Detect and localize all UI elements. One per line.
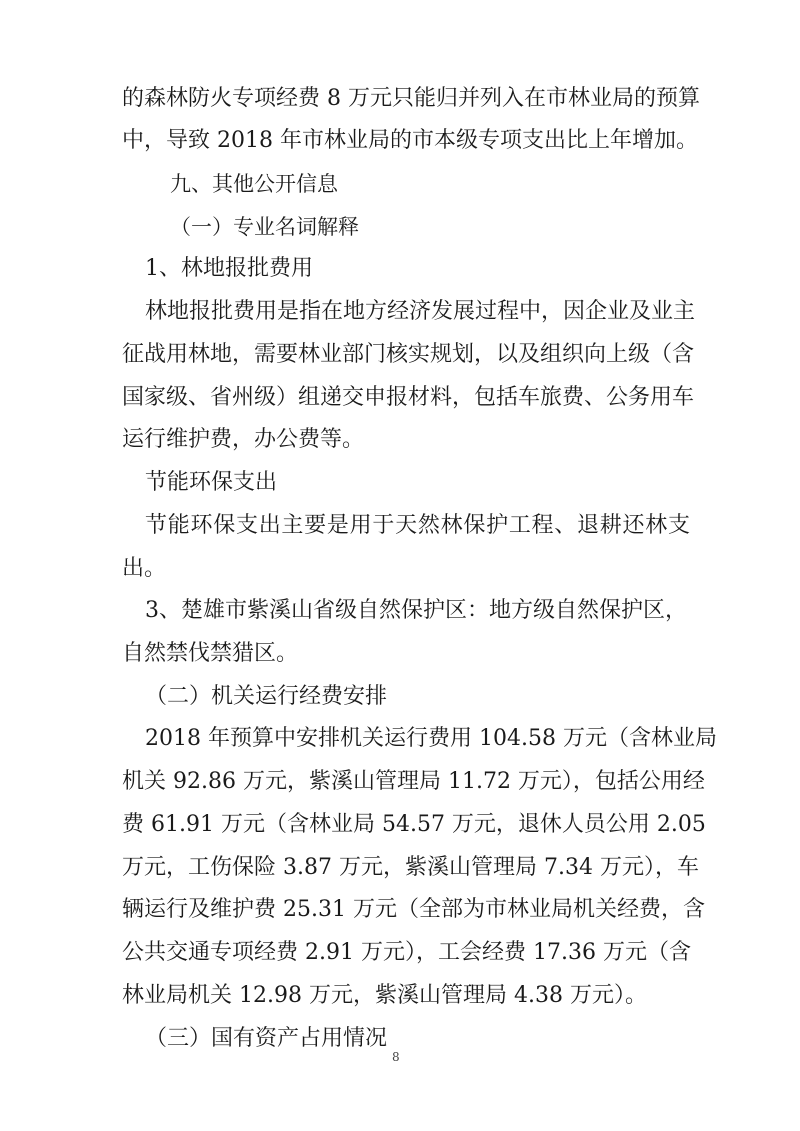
body-text-line: 机关 92.86 万元，紫溪山管理局 11.72 万元），包括公用经 bbox=[122, 769, 705, 794]
section-heading: 九、其他公开信息 bbox=[170, 172, 338, 196]
body-text-line: 林业局机关 12.98 万元，紫溪山管理局 4.38 万元）。 bbox=[122, 983, 647, 1008]
body-text-line: 运行维护费，办公费等。 bbox=[122, 427, 365, 452]
body-text-line: 辆运行及维护费 25.31 万元（全部为市林业局机关经费，含 bbox=[122, 897, 705, 922]
body-text-line: 费 61.91 万元（含林业局 54.57 万元，退休人员公用 2.05 bbox=[122, 812, 706, 837]
subsection-heading: （二）机关运行经费安排 bbox=[145, 684, 388, 709]
body-text-line: 2018 年预算中安排机关运行费用 104.58 万元（含林业局 bbox=[145, 726, 717, 751]
body-text-line: 出。 bbox=[122, 556, 167, 581]
body-text-line: 公共交通专项经费 2.91 万元），工会经费 17.36 万元（含 bbox=[122, 940, 691, 965]
term-heading: 节能环保支出 bbox=[145, 470, 278, 495]
body-text-line: 节能环保支出主要是用于天然林保护工程、退耕还林支 bbox=[145, 513, 690, 538]
term-heading: 1、林地报批费用 bbox=[145, 256, 313, 281]
subsection-heading: （一）专业名词解释 bbox=[170, 215, 359, 239]
body-text-line: 林地报批费用是指在地方经济发展过程中，因企业及业主 bbox=[145, 299, 696, 324]
body-text-line: 的森林防火专项经费 8 万元只能归并列入在市林业局的预算 bbox=[122, 86, 700, 111]
body-text-line: 万元，工伤保险 3.87 万元，紫溪山管理局 7.34 万元），车 bbox=[122, 855, 699, 880]
body-text-line: 征战用林地，需要林业部门核实规划，以及组织向上级（含 bbox=[122, 342, 695, 367]
subsection-heading: （三）国有资产占用情况 bbox=[145, 1026, 388, 1051]
body-text-line: 自然禁伐禁猎区。 bbox=[122, 641, 299, 666]
page-number: 8 bbox=[392, 1050, 400, 1064]
body-text-line: 国家级、省州级）组递交申报材料，包括车旅费、公务用车 bbox=[122, 385, 695, 410]
body-text-line: 中，导致 2018 年市林业局的市本级专项支出比上年增加。 bbox=[122, 128, 698, 153]
term-heading: 3、楚雄市紫溪山省级自然保护区：地方级自然保护区， bbox=[145, 598, 687, 623]
